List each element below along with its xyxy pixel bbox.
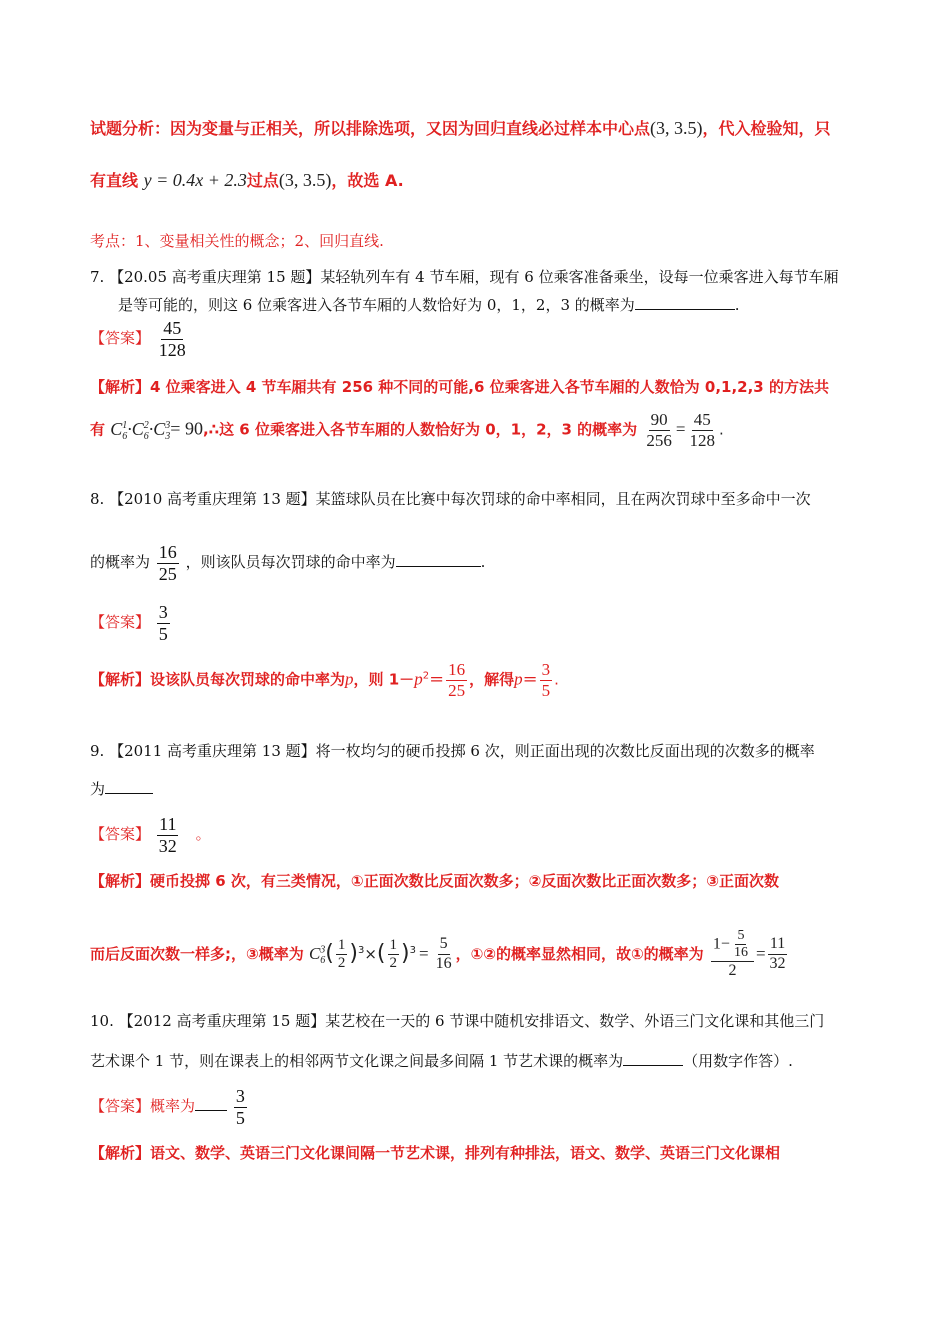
jiexi-text: ，①②的概率显然相同，故①的概率为 [455,944,704,963]
analysis-text: ，故选 A. [331,171,404,190]
answer-fraction [157,602,170,644]
fraction-5-16 [434,935,454,973]
denominator: 5 [541,680,551,700]
denominator: 2 [728,962,737,980]
period: . [734,296,740,314]
denominator: 256 [646,430,672,450]
jiexi-text: 有 [90,420,106,439]
numerator: 3 [235,1086,245,1106]
q10-jiexi: 【解析】语文、数学、英语三门文化课间隔一节艺术课，排列有种排法，语文、数学、英语三门文化课相 [90,1144,781,1162]
numerator: 16 [158,542,177,562]
jiexi-text: ，则 1－ [353,670,415,689]
jiexi-text: ,∴这 6 位乘客进入各节车厢的人数恰好为 0，1，2，3 的概率为 [202,420,638,439]
variable-p: p [414,669,423,689]
analysis-line-1 [90,118,831,140]
denominator: 128 [689,430,715,450]
variable-p: p [345,669,354,689]
analysis-text: 试题分析：因为变量与正相关，所以排除选项，又因为回归直线必过样本中心点 [90,119,651,138]
numerator: 5 [735,928,746,945]
answer-label: 【答案】 [90,329,151,348]
denominator: 32 [158,835,177,856]
variable-p: p [514,669,523,689]
kaodian-line: 考点：1、变量相关性的概念；2、回归直线. [90,232,384,250]
analysis-text: 有直线 [90,171,139,190]
numerator: 11 [768,935,787,954]
denominator: 2 [389,954,398,971]
answer-label: 【答案】 [90,1097,151,1116]
fraction-16-25 [446,660,467,700]
q8-stem-text: ，则该队员每次罚球的命中率为 [185,553,396,572]
numerator: 5 [438,935,450,954]
jiexi-text: 【解析】设该队员每次罚球的命中率为 [90,670,346,689]
q7-jiexi-line-2 [90,410,724,450]
denominator: 32 [769,954,786,972]
numerator: 11 [159,814,177,834]
q7-answer [90,318,190,360]
denominator: 128 [158,339,186,360]
fraction-5-16 [732,928,750,961]
q7-stem-line-2 [118,296,740,314]
analysis-line-2 [90,170,404,192]
answer-blank [105,792,153,794]
q8-jiexi: 【解析】设该队员每次罚球的命中率为p，则 $1-p^2=$ $\frac{16}{25}$ ，解得p＝ $\frac{3}{5}$ . [90,660,559,700]
answer-label: 【答案】 [90,613,151,632]
q7-stem-line-1: 7. 【20.05 高考重庆理第 15 题】某轻轨列车有 4 节车厢，现有 6 位乘客准备乘坐，设每一位乘客进入每节车厢 [90,268,839,286]
q7-jiexi-line-1: 【解析】4 位乘客进入 4 节车厢共有 256 种不同的可能,6 位乘客进入各节车厢的人数恰为 0,1,2,3 的方法共 [90,378,829,396]
fraction-11-32 [768,935,788,973]
q9-stem-line-1: 9. 【2011 高考重庆理第 13 题】将一枚均匀的硬币投掷 6 次，则正面出现的次数比反面出现的次数多的概率 [90,742,815,760]
numerator: 3 [541,660,551,679]
q9-stem-text: 为 [90,780,106,798]
fraction-1-2 [336,937,348,973]
fraction-45-128 [688,410,718,450]
q8-stem-text: 的概率为 [90,553,151,572]
numerator: 1 [336,937,348,955]
denominator: 5 [235,1107,245,1128]
period: . [719,420,724,439]
combination-expression: $C^1_6\cdot C^2_6\cdot C^3_3$ [110,418,171,443]
jiexi-text: ，解得 [469,670,515,689]
analysis-text: 过点 [246,171,279,190]
numerator: 3 [158,602,168,622]
answer-blank [195,1109,227,1111]
numerator: 90 [650,410,668,429]
denominator: 25 [448,680,466,700]
q8-answer [90,602,172,644]
answer-label: 【答案】 [90,825,151,844]
answer-text: 概率为 [150,1097,196,1116]
equals-sign: = [755,943,766,963]
numerator: 45 [693,410,711,429]
answer-fraction [234,1086,247,1128]
period: . [554,670,559,689]
fraction-1-2 [388,937,400,973]
combination-c63: $C^3_6$ [308,943,326,967]
analysis-text: ，代入检验知，只 [702,119,831,138]
q7-stem-text: 是等可能的，则这 6 位乘客进入各节车厢的人数恰好为 0，1，2，3 的概率为 [118,296,635,314]
denominator: 16 [733,945,748,961]
q9-stem-line-2 [90,780,153,798]
q9-answer [90,814,211,856]
q8-stem-line-1: 8. 【2010 高考重庆理第 13 题】某篮球队员在比赛中每次罚球的命中率相同，且在两次罚球中至多命中一次 [90,490,811,508]
answer-blank [623,1064,683,1066]
denominator: 5 [158,623,168,644]
center-point: (3, 3.5) [650,118,703,138]
regression-equation: y = 0.4x + 2.3 [143,170,247,190]
q8-stem-line-2 [90,542,485,584]
answer-blank [396,565,481,567]
q10-answer [90,1086,249,1128]
denominator: 16 [435,954,452,972]
q9-jiexi-line-2: 而后反面次数一样多;，③概率为 $C^3_6$( $\frac{1}{2}$ )$^3$×( $\frac{1}{2}$ )$^3$ = $\frac{5}{16}$ ，①②的概率显然相同，故①的概率为 1− $\frac{5}{16}$ 2 = $\frac{11}{32}$ [90,928,786,980]
compound-fraction [711,928,754,981]
numerator: 45 [163,318,182,338]
equals-sign: ＝ [429,670,445,689]
answer-fraction [157,814,179,856]
equals-sign: = [675,419,686,439]
fraction-16-25 [157,542,179,584]
answer-fraction [157,318,188,360]
denominator: 2 [337,954,346,971]
q9-jiexi-line-1: 【解析】硬币投掷 6 次，有三类情况，①正面次数比反面次数多；②反面次数比正面次数多；③正面次数 [90,872,779,890]
q10-stem-text: 艺术课个 1 节，则在课表上的相邻两节文化课之间最多间隔 1 节艺术课的概率为 [90,1052,624,1070]
period: 。 [195,825,211,844]
compound-numerator [711,928,754,962]
fraction-3-5 [540,660,553,700]
denominator: 25 [158,563,177,584]
q10-stem-text: （用数字作答）. [683,1052,793,1070]
fraction-90-256 [644,410,674,450]
center-point: (3, 3.5) [278,170,332,190]
q10-stem-line-1: 10. 【2012 高考重庆理第 15 题】某艺校在一天的 6 节课中随机安排语文、数学、外语三门文化课和其他三门 [90,1012,825,1030]
times-sign: × [364,944,377,963]
numerator: 16 [448,660,466,679]
equals-sign: = [418,943,429,963]
period: . [480,553,486,572]
combination-result: = 90 [170,418,203,439]
answer-blank [635,308,735,310]
one-minus: 1− [712,935,730,953]
numerator: 1 [388,937,400,955]
equals-sign: ＝ [522,670,538,689]
jiexi-text: 而后反面次数一样多;，③概率为 [90,944,304,963]
q10-stem-line-2 [90,1052,793,1070]
